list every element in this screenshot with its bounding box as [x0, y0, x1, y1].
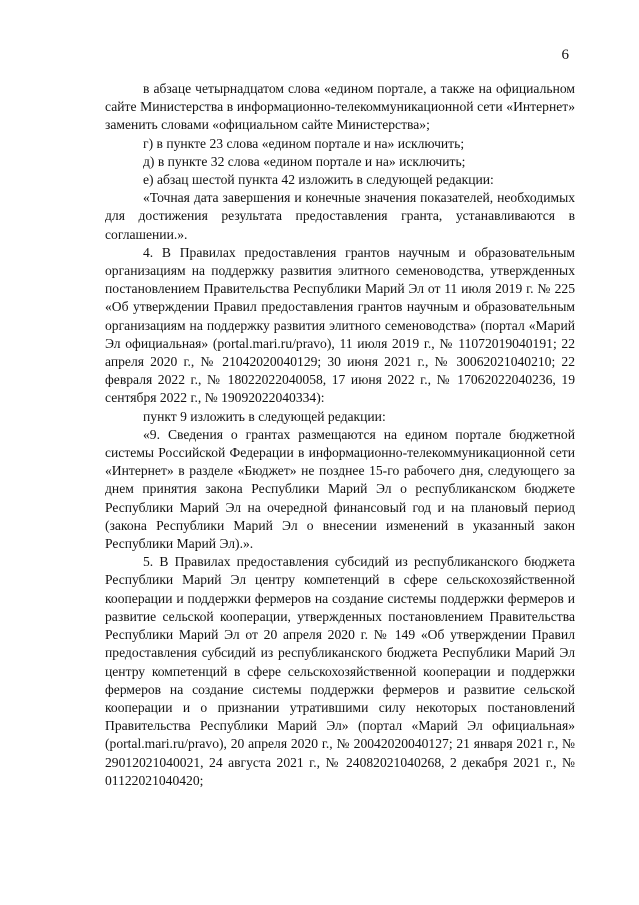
paragraph-4: е) абзац шестой пункта 42 изложить в следующей редакции: — [143, 172, 494, 188]
paragraph-2: г) в пункте 23 слова «едином портале и на» исключить; — [143, 135, 465, 151]
paragraph-5: «Точная дата завершения и конечные значения показателей, необходимых для достижения результата предоставления гранта, устанавливаются в соглашении.». — [105, 190, 575, 242]
paragraph-6: 4. В Правилах предоставления грантов научным и образовательным организациям на поддержку развития элитного семеноводства, утвержденных постановлением Правительства Республики Марий Эл от 11 июля 2019 г. № 225 «Об утверждении Правил предоставления грантов научным и образовательным организациям на поддержку развития элитного семеноводства» (портал «Марий Эл официальная» (portal.mari.ru/pravo), 11 июля 2019 г., № 11072019040191; 22 апреля 2020 г., № 21042020040129; 30 июня 2021 г., № 30062021040210; 22 февраля 2022 г., № 18022022040058, 17 июня 2022 г., № 17062022040236, 19 сентября 2022 г., № 19092022040334): — [105, 244, 575, 406]
paragraph-3: д) в пункте 32 слова «едином портале и на» исключить; — [143, 153, 466, 169]
paragraph-8: «9. Сведения о грантах размещаются на едином портале бюджетной системы Российской Федерации в информационно-телекоммуникационной сети «Интернет» в разделе «Бюджет» не позднее 15-го рабочего дня, следующего за днем принятия закона Республики Марий Эл о республиканском бюджете Республики Марий Эл на очередной финансовый год и на плановый период (закона Республики Марий Эл о внесении изменений в указанный закон Республики Марий Эл).». — [105, 426, 575, 552]
paragraph-1: в абзаце четырнадцатом слова «едином портале, а также на официальном сайте Министерства в информационно-телекоммуникационной сети «Интернет» заменить словами «официальном сайте Министерства»; — [105, 81, 575, 133]
paragraph-9: 5. В Правилах предоставления субсидий из республиканского бюджета Республики Марий Эл центру компетенций в сфере сельскохозяйственной кооперации и поддержки фермеров на создание системы поддержки фермеров и развитие сельской кооперации, утвержденных постановлением Правительства Республики Марий Эл от 20 апреля 2020 г. № 149 «Об утверждении Правил предоставления субсидий из республиканского бюджета Республики Марий Эл центру компетенций в сфере сельскохозяйственной кооперации и поддержки фермеров на создание системы поддержки фермеров и развитие сельской кооперации и о признании утратившими силу некоторых постановлений Правительства Республики Марий Эл» (портал «Марий Эл официальная» (portal.mari.ru/pravo), 20 апреля 2020 г., № 20042020040127; 21 января 2021 г., № 29012021040021, 24 августа 2021 г., № 24082021040268, 2 декабря 2021 г., № 01122021040420; — [105, 554, 575, 788]
page-number: 6 — [561, 47, 569, 63]
document-body — [105, 80, 575, 790]
paragraph-7: пункт 9 изложить в следующей редакции: — [143, 408, 386, 424]
